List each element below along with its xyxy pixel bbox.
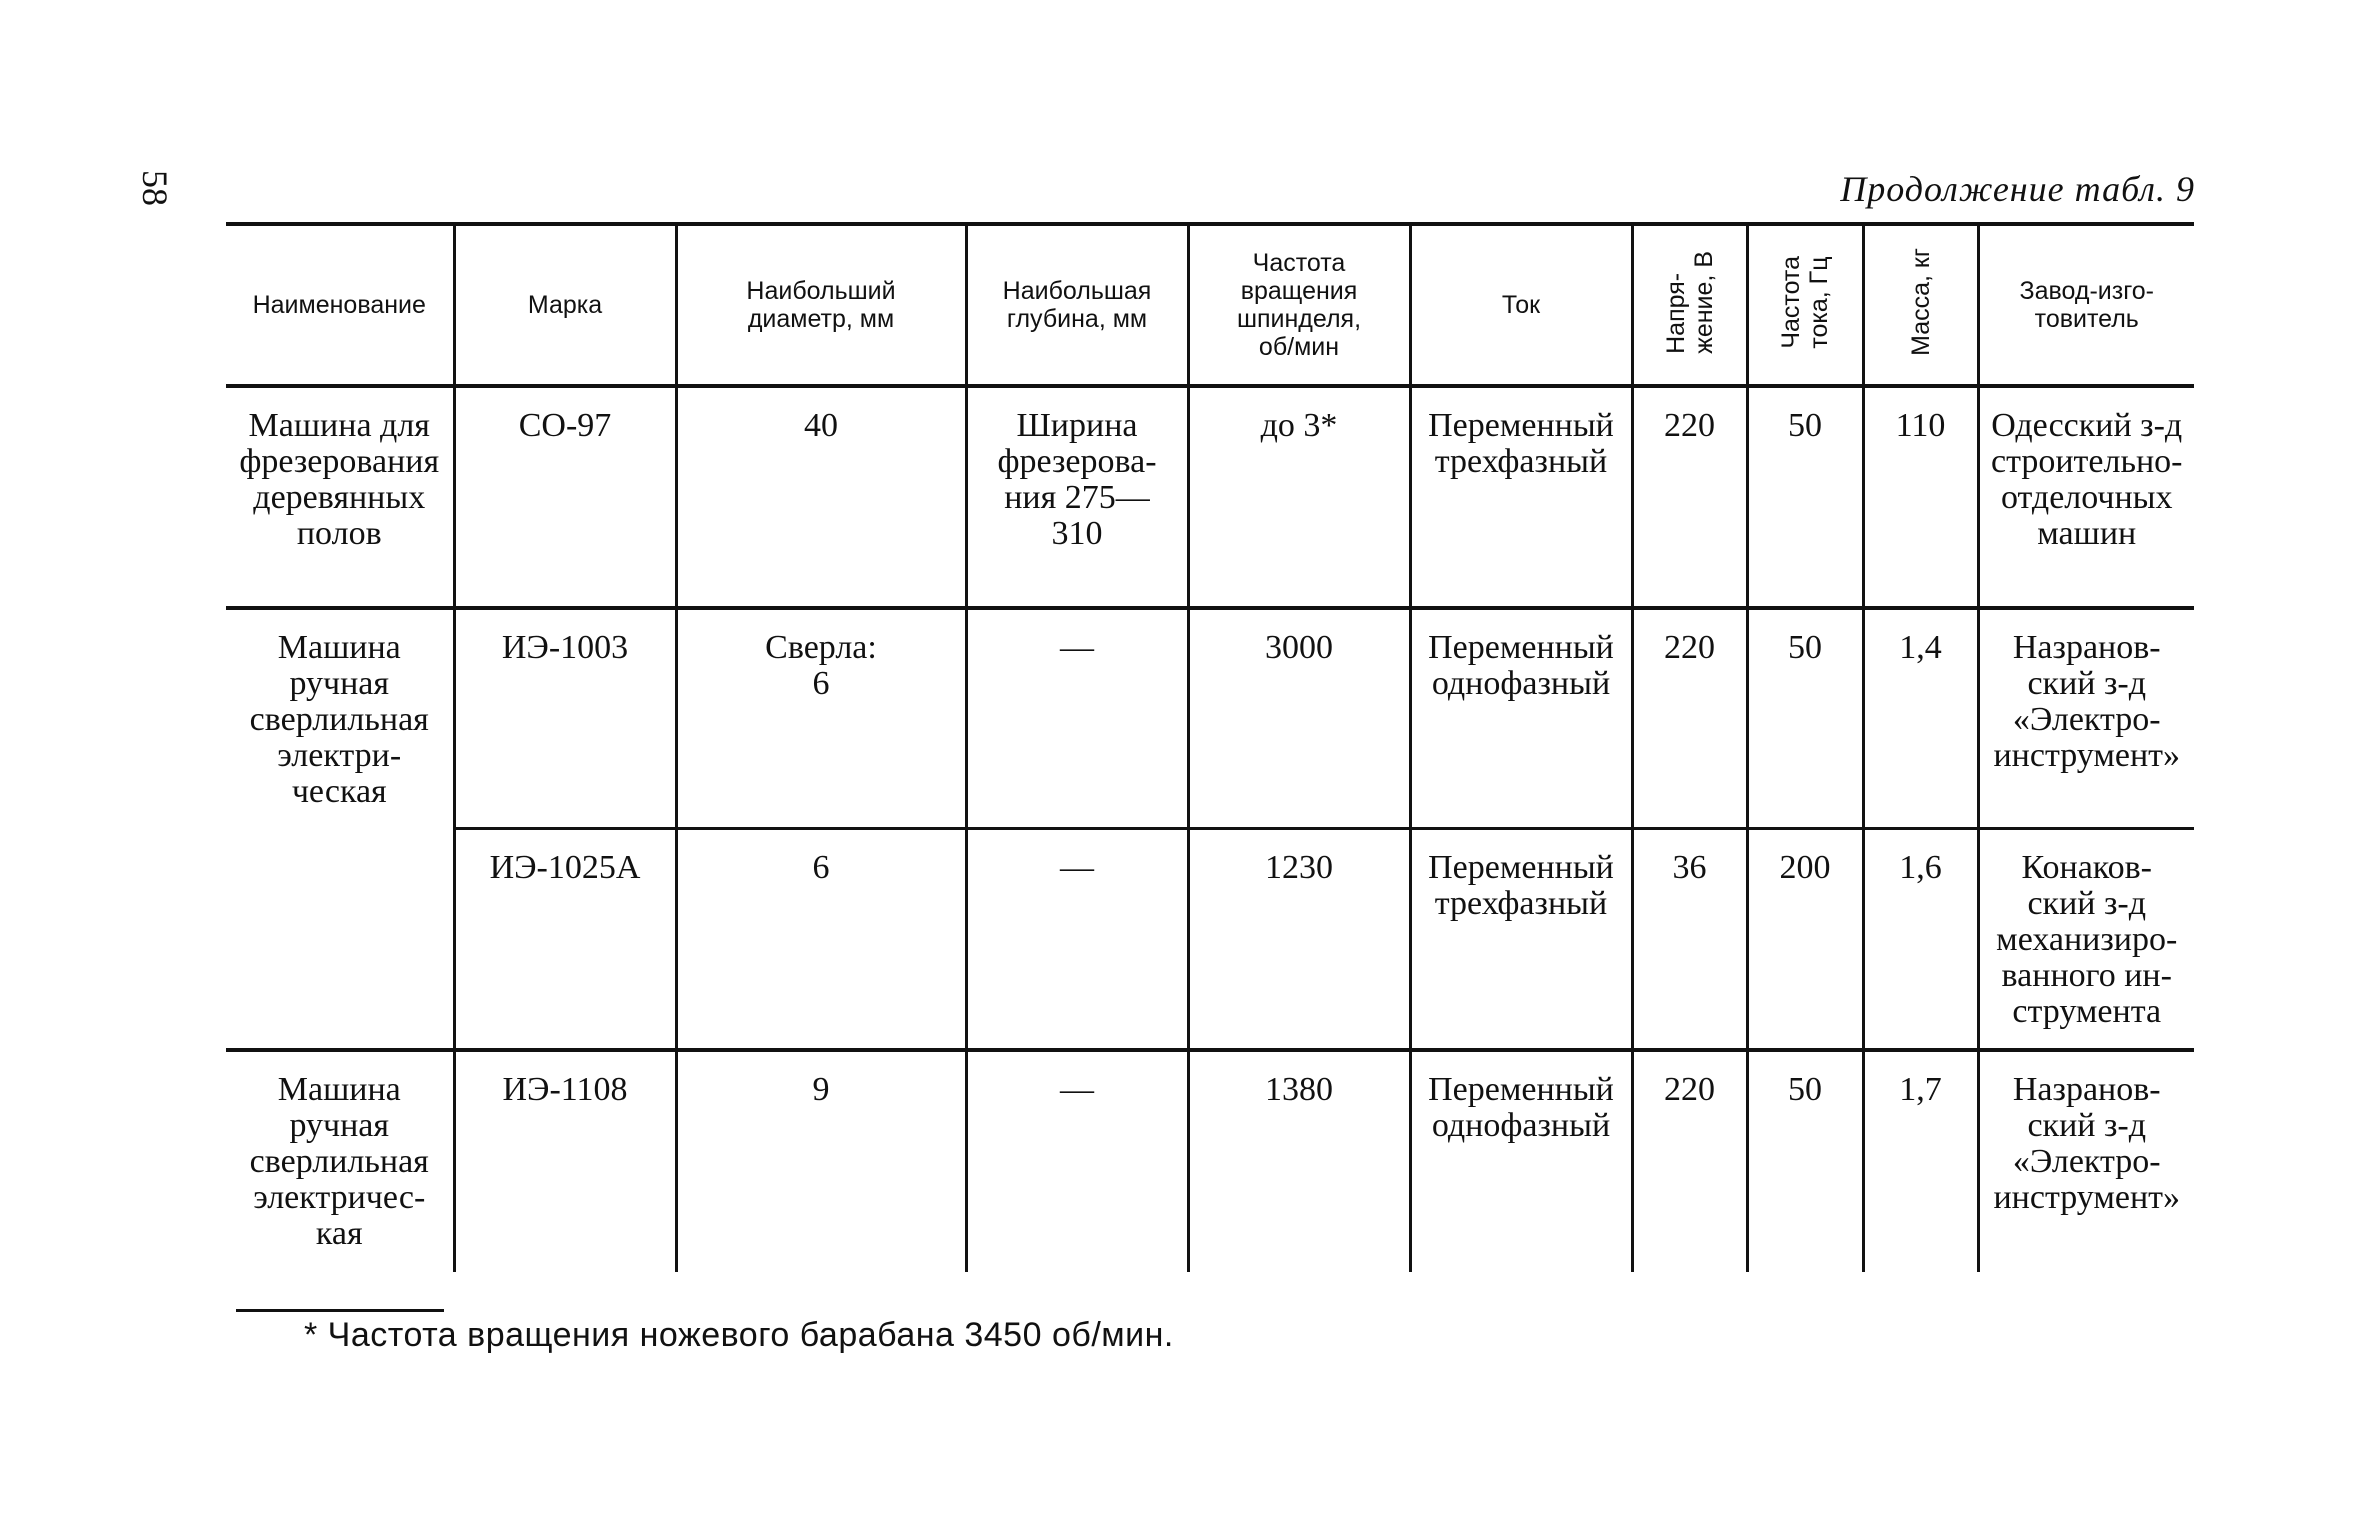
cell-current: Переменный трехфазный <box>1410 386 1632 608</box>
cell-maker: Назранов- ский з-д «Электро- инструмент» <box>1978 608 2194 828</box>
cell-depth: — <box>966 1050 1188 1272</box>
cell-diameter: 6 <box>676 828 966 1050</box>
cell-voltage: 220 <box>1632 1050 1747 1272</box>
cell-maker: Назранов- ский з-д «Электро- инструмент» <box>1978 1050 2194 1272</box>
cell-current: Переменный однофазный <box>1410 608 1632 828</box>
header-name: Наименование <box>226 224 454 386</box>
cell-diameter: 9 <box>676 1050 966 1272</box>
equipment-table <box>226 222 2194 1272</box>
cell-frequency: 50 <box>1747 608 1863 828</box>
cell-voltage: 220 <box>1632 386 1747 608</box>
cell-name: Машина для фрезерования деревянных полов <box>226 386 454 608</box>
header-mass: Масса, кг <box>1863 224 1978 386</box>
cell-mass: 110 <box>1863 386 1978 608</box>
cell-frequency: 200 <box>1747 828 1863 1050</box>
cell-mark: ИЭ-1003 <box>454 608 676 828</box>
cell-depth: — <box>966 608 1188 828</box>
cell-mark: ИЭ-1025А <box>454 828 676 1050</box>
cell-frequency: 50 <box>1747 386 1863 608</box>
table-header-row <box>226 224 2194 386</box>
table-row <box>226 608 2194 828</box>
cell-current: Переменный трехфазный <box>1410 828 1632 1050</box>
cell-mass: 1,7 <box>1863 1050 1978 1272</box>
cell-voltage: 36 <box>1632 828 1747 1050</box>
cell-depth: — <box>966 828 1188 1050</box>
table-row <box>226 1050 2194 1272</box>
cell-diameter: 40 <box>676 386 966 608</box>
cell-frequency: 50 <box>1747 1050 1863 1272</box>
cell-speed: 3000 <box>1188 608 1410 828</box>
table-continuation-title: Продолжение табл. 9 <box>1840 169 2195 209</box>
header-frequency: Частота тока, Гц <box>1747 224 1863 386</box>
header-voltage: Напря- жение, В <box>1632 224 1747 386</box>
footnote: * Частота вращения ножевого барабана 3450 об/мин. <box>304 1316 1174 1354</box>
cell-mark: СО-97 <box>454 386 676 608</box>
table-row <box>226 386 2194 608</box>
cell-mass: 1,4 <box>1863 608 1978 828</box>
header-mark: Марка <box>454 224 676 386</box>
cell-diameter: Сверла: 6 <box>676 608 966 828</box>
cell-speed: 1380 <box>1188 1050 1410 1272</box>
header-maker: Завод-изго- товитель <box>1978 224 2194 386</box>
cell-current: Переменный однофазный <box>1410 1050 1632 1272</box>
table-row <box>226 828 2194 1050</box>
header-current: Ток <box>1410 224 1632 386</box>
cell-name: Машина ручная сверлильная электри- ческая <box>226 608 454 1050</box>
page-number: 58 <box>135 170 175 206</box>
cell-maker: Одесский з-д строительно- отделочных машин <box>1978 386 2194 608</box>
cell-mark: ИЭ-1108 <box>454 1050 676 1272</box>
cell-speed: до 3* <box>1188 386 1410 608</box>
header-speed: Частота вращения шпинделя, об/мин <box>1188 224 1410 386</box>
cell-depth: Ширина фрезерова- ния 275— 310 <box>966 386 1188 608</box>
cell-name: Машина ручная сверлильная электричес- кая <box>226 1050 454 1272</box>
footnote-divider <box>236 1309 444 1312</box>
header-diameter: Наибольший диаметр, мм <box>676 224 966 386</box>
cell-voltage: 220 <box>1632 608 1747 828</box>
header-depth: Наибольшая глубина, мм <box>966 224 1188 386</box>
cell-mass: 1,6 <box>1863 828 1978 1050</box>
cell-maker: Конаков- ский з-д механизиро- ванного ин- струмента <box>1978 828 2194 1050</box>
cell-speed: 1230 <box>1188 828 1410 1050</box>
